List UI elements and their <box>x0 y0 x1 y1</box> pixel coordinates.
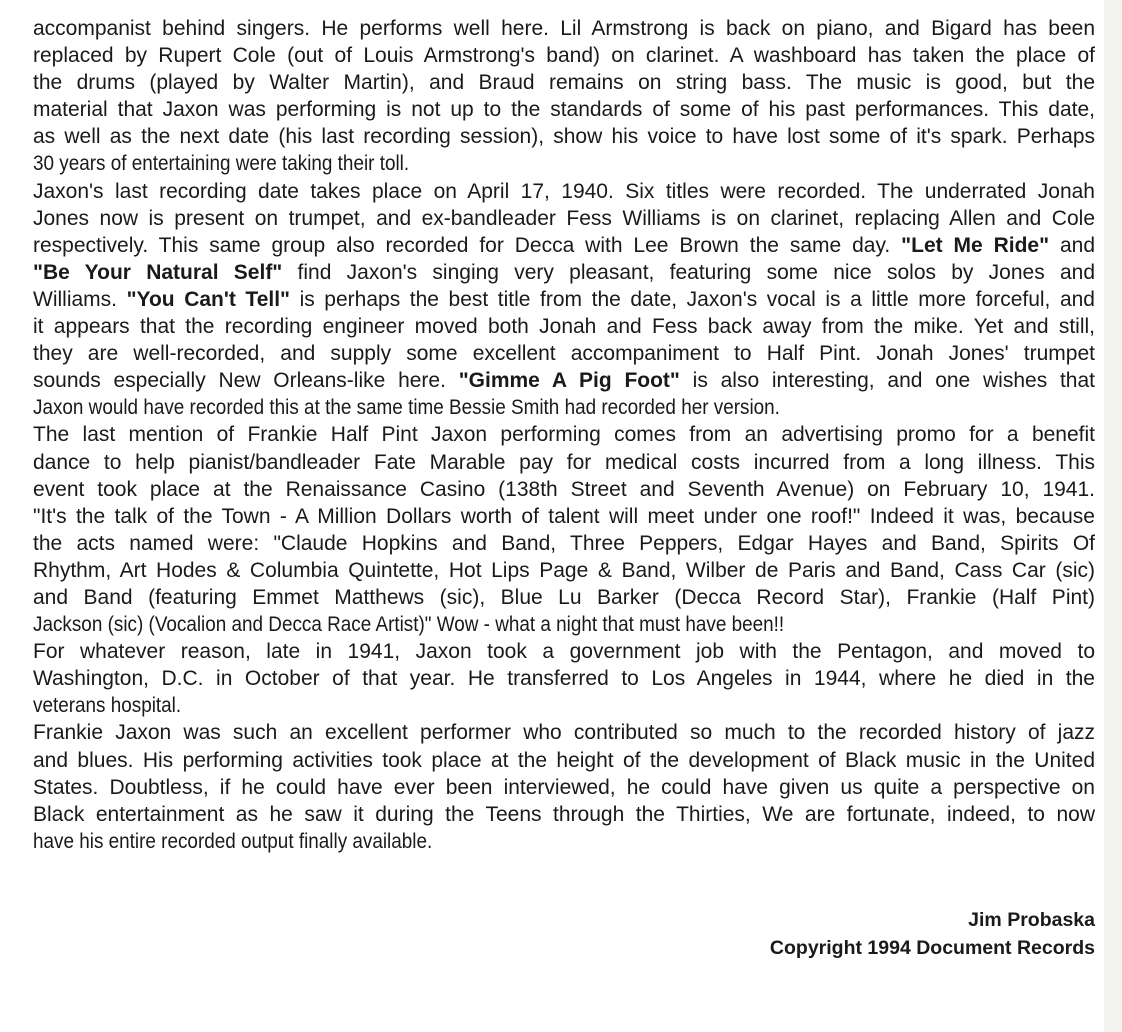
text-line <box>33 259 1095 286</box>
text-segment: States. Doubtless, if he could have ever been interviewed, he could have given us quite a perspective on <box>33 775 1095 799</box>
text-line <box>33 150 1095 177</box>
paragraph <box>33 719 1095 854</box>
text-segment: it appears that the recording engineer moved both Jonah and Fess back away from the mike. Yet and still, <box>33 315 1095 339</box>
text-line <box>33 557 1095 584</box>
text-segment: accompanist behind singers. He performs well here. Lil Armstrong is back on piano, and Bigard has been <box>33 17 1095 40</box>
author-name: Jim Probaska <box>968 909 1095 931</box>
text-segment: "It's the talk of the Town - A Million Dollars worth of talent will meet under one roof!" Indeed it was, because <box>33 504 1095 528</box>
text-segment: Jaxon's last recording date takes place on April 17, 1940. Six titles were recorded. The underrated Jonah <box>33 179 1095 203</box>
text-segment: as well as the next date (his last recording session), show his voice to have lost some of it's spark. Perhaps <box>33 125 1095 149</box>
text-segment: and Band (featuring Emmet Matthews (sic), Blue Lu Barker (Decca Record Star), Frankie (Half Pint) <box>33 585 1095 609</box>
text-line <box>33 801 1095 828</box>
text-segment: Jones now is present on trumpet, and ex-bandleader Fess Williams is on clarinet, replacing Allen and Cole <box>33 206 1095 230</box>
text-line <box>33 232 1095 259</box>
text-segment: material that Jaxon was performing is not up to the standards of some of his past performances. This date, <box>33 98 1095 122</box>
text-line <box>33 692 1095 719</box>
text-segment: replaced by Rupert Cole (out of Louis Armstrong's band) on clarinet. A washboard has taken the place of <box>33 44 1095 68</box>
text-line <box>33 178 1095 205</box>
text-segment: event took place at the Renaissance Casino (138th Street and Seventh Avenue) on February 10, 1941. <box>33 477 1095 501</box>
text-segment: the acts named were: "Claude Hopkins and Band, Three Peppers, Edgar Hayes and Band, Spirits Of <box>33 531 1095 555</box>
text-segment: The last mention of Frankie Half Pint Jaxon performing comes from an advertising promo for a benefit <box>33 423 1095 447</box>
text-segment: Black entertainment as he saw it during the Teens through the Thirties, We are fortunate, indeed, to now <box>33 802 1095 826</box>
song-title: "Let Me Ride" <box>901 233 1050 257</box>
song-title: "You Can't Tell" <box>126 287 290 311</box>
text-line <box>33 530 1095 557</box>
text-segment: dance to help pianist/bandleader Fate Marable pay for medical costs incurred from a long illness. This <box>33 450 1095 474</box>
text-line <box>33 665 1095 692</box>
text-segment: and blues. His performing activities took place at the height of the development of Black music in the United <box>33 748 1095 772</box>
scan-edge <box>1104 0 1122 1032</box>
text-line <box>33 367 1095 394</box>
copyright-notice: Copyright 1994 Document Records <box>769 937 1095 959</box>
document-body <box>33 15 1095 855</box>
text-line <box>33 774 1095 801</box>
text-segment: sounds especially New Orleans-like here. <box>33 369 459 393</box>
text-segment: respectively. This same group also recorded for Decca with Lee Brown the same day. <box>33 233 902 257</box>
text-line <box>33 421 1095 448</box>
text-line <box>33 313 1095 340</box>
paragraph <box>33 421 1095 638</box>
text-line <box>33 15 1095 42</box>
text-line <box>33 584 1095 611</box>
song-title: "Gimme A Pig Foot" <box>458 369 680 393</box>
text-line <box>33 449 1095 476</box>
text-line <box>33 394 1095 421</box>
paragraph <box>33 638 1095 719</box>
text-segment: they are well-recorded, and supply some excellent accompaniment to Half Pint. Jonah Jones' trumpet <box>33 342 1095 366</box>
text-segment: Jaxon would have recorded this at the same time Bessie Smith had recorded her version. <box>33 396 780 420</box>
text-segment: is also interesting, and one wishes that <box>679 369 1095 393</box>
paragraph <box>33 178 1095 422</box>
text-line <box>33 42 1095 69</box>
text-line <box>33 123 1095 150</box>
text-segment: Jackson (sic) (Vocalion and Decca Race Artist)" Wow - what a night that must have been!! <box>33 613 785 637</box>
text-segment: Frankie Jaxon was such an excellent performer who contributed so much to the recorded history of jazz <box>33 721 1095 745</box>
text-line <box>33 340 1095 367</box>
text-segment: For whatever reason, late in 1941, Jaxon took a government job with the Pentagon, and moved to <box>33 640 1095 664</box>
text-line <box>33 476 1095 503</box>
text-segment: Rhythm, Art Hodes & Columbia Quintette, Hot Lips Page & Band, Wilber de Paris and Band, Cass Car (sic) <box>33 558 1095 582</box>
text-line <box>33 96 1095 123</box>
text-line <box>33 828 1095 855</box>
text-segment: 30 years of entertaining were taking their toll. <box>33 152 410 176</box>
text-segment: the drums (played by Walter Martin), and Braud remains on string bass. The music is good, but the <box>33 71 1095 95</box>
text-segment: find Jaxon's singing very pleasant, featuring some nice solos by Jones and <box>282 260 1096 284</box>
text-line <box>33 69 1095 96</box>
paragraph <box>33 15 1095 178</box>
text-line <box>33 503 1095 530</box>
text-line <box>33 719 1095 746</box>
text-line <box>33 205 1095 232</box>
text-segment: and <box>1049 233 1096 257</box>
text-segment: veterans hospital. <box>33 694 182 718</box>
text-line <box>33 747 1095 774</box>
text-line <box>33 611 1095 638</box>
text-segment: is perhaps the best title from the date, Jaxon's vocal is a little more forceful, and <box>290 287 1095 311</box>
text-segment: Williams. <box>33 287 127 311</box>
text-line <box>33 286 1095 313</box>
text-segment: have his entire recorded output finally available. <box>33 829 433 853</box>
song-title: "Be Your Natural Self" <box>33 260 283 284</box>
text-line <box>33 638 1095 665</box>
text-segment: Washington, D.C. in October of that year. He transferred to Los Angeles in 1944, where he died in the <box>33 667 1095 691</box>
